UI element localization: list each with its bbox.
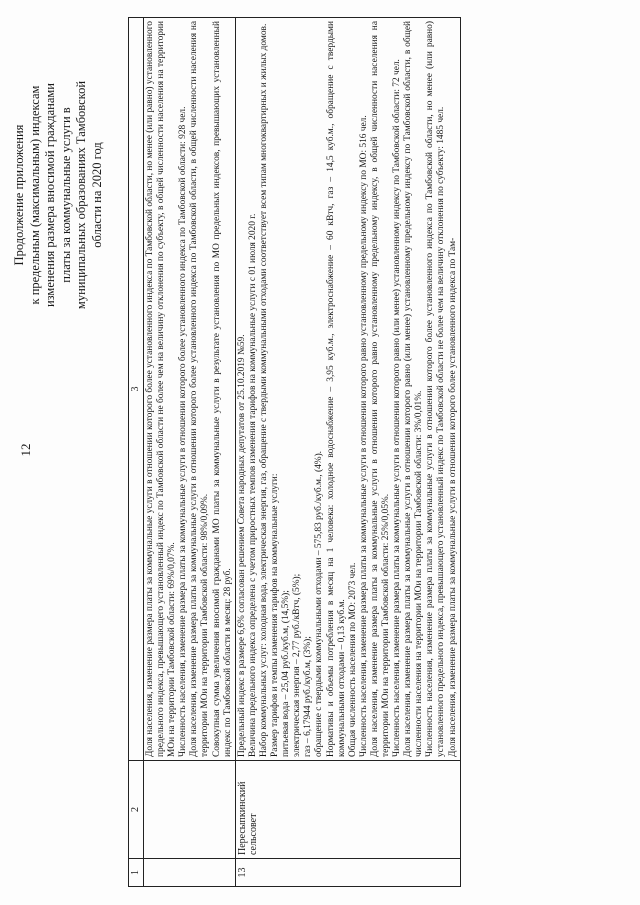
row-number-cell: 13 [235, 859, 460, 887]
row-name-cell [144, 761, 236, 859]
cell-paragraph: Доля населения, изменение размера платы за коммунальные услуги в отношении которого более установленного индекса по Тамбовской области, но менее (или равно) установленного предельного индекса, превышающего установленный индекс по Тамбовской области не более чем на величину отклонения по субъекту, в общей численности населения на территории МОи на территории Тамбовской области: 69%/0,07%. [145, 21, 178, 757]
caption-line: области на 2020 год [89, 142, 104, 248]
page-number: 12 [18, 443, 33, 457]
cell-paragraph: Величина предельного индекса определена с учетом приростных темпов изменения тарифов на коммунальные услуги с 01 июля 2020 г. [247, 213, 258, 757]
cell-paragraph: Численность населения, изменение размера платы за коммунальные услуги в отношении которого более установленного индекса по Тамбовской области, но менее (или равно) установленного предельного индекса, превышающего установленный индекс по Тамбовской области не более чем на величину отклонения по субъекту: 1485 чел. [425, 21, 447, 757]
column-header-name: 2 [129, 761, 144, 859]
cell-paragraph: Доля населения, изменение размера платы за коммунальные услуги в отношении которого равно установленному предельному индексу, в общей численности населения на территории МОи на территории Тамбовской области: 25%/0,05%. [369, 21, 391, 757]
cell-paragraph: Предельный индекс в размере 6,6% согласован решением Совета народных депутатов от 25.10.2019 №59. [236, 334, 247, 757]
column-header-number: 1 [129, 859, 144, 887]
row-number-cell [144, 859, 236, 887]
cell-paragraph: обращение с твердыми коммунальными отходами – 575,83 руб./куб.м., (4%). [314, 450, 325, 757]
cell-paragraph: Доля населения, изменение размера платы за коммунальные услуги в отношении которого более установленного индекса по Тамбовской области, в общей численности населения на территории МОи на территории Тамбовской области: 98%/0,09%. [189, 21, 211, 757]
cell-paragraph: Доля населения, изменение размера платы за коммунальные услуги в отношении которого более установленного индекса по Там- [447, 237, 458, 757]
appendix-caption [12, 40, 105, 350]
tariff-index-table [128, 17, 461, 887]
table-row-continued [144, 18, 236, 887]
caption-line: муниципальных образованиях Тамбовской [74, 80, 88, 310]
caption-line: изменения размера вносимой гражданами [43, 83, 57, 308]
column-header-row [129, 18, 144, 887]
row-content-cell [144, 18, 236, 761]
cell-paragraph: Набор коммунальных услуг: холодная вода, электрическая энергия, газ, обращение с твердыми коммунальными отходами соответствует всем типам многоквартирных и жилых домов. [258, 23, 269, 757]
cell-paragraph: Нормативы и объемы потребления в месяц на 1 человека: холодное водоснабжение – 3,95 куб.м., электроснабжение – 60 кВтч, газ – 14,5 куб.м., обращение с твердыми коммунальными отходами – 0,13 куб.м. [325, 21, 347, 757]
table-row [235, 18, 460, 887]
cell-paragraph: Размер тарифов и темпы изменения тарифов на коммунальные услуги: [270, 473, 281, 757]
cell-paragraph: электрическая энергия – 2,77 руб./кВтч, (5%); [292, 573, 303, 757]
row-name-cell: Пересыпкинский сельсовет [235, 761, 460, 859]
caption-line: платы за коммунальные услуги в [58, 107, 73, 283]
cell-paragraph: питьевая вода – 25,04 руб./куб.м, (14,5%); [281, 590, 292, 757]
column-header-content: 3 [129, 18, 144, 761]
cell-paragraph: газ – 6,17944 руб./куб.м, (3%); [303, 636, 314, 757]
cell-paragraph: Численность населения, изменение размера платы за коммунальные услуги в отношении которого более установленного индекса по Тамбовской области: 928 чел. [178, 106, 189, 757]
cell-paragraph: Численность населения, изменение размера платы за коммунальные услуги в отношении которого равно установленному предельному индексу по МО: 516 чел. [358, 115, 369, 757]
cell-paragraph: Общая численность населения по МО: 2073 чел. [347, 562, 358, 757]
row-content-cell [235, 18, 460, 761]
cell-paragraph: Численность населения, изменение размера платы за коммунальные услуги в отношении которого равно (или менее) установленному индексу по Тамбовской области: 72 чел. [392, 59, 403, 757]
caption-line: к предельным (максимальным) индексам [27, 85, 42, 305]
caption-line: Продолжение приложения [12, 124, 26, 266]
cell-paragraph: Совокупная сумма увеличения вносимой гражданами МО платы за коммунальные услуги в результате установления по МО предельных индексов, превышающих установленный индекс по Тамбовской области в месяц: 28 руб. [211, 21, 233, 757]
cell-paragraph: Доля населения, изменение размера платы за коммунальные услуги в отношении которого равно (или менее) установленному предельному индексу по Тамбовской области, в общей численности населения на территории МОи на территории Тамбовской области: 3%/0,01%. [403, 21, 425, 757]
